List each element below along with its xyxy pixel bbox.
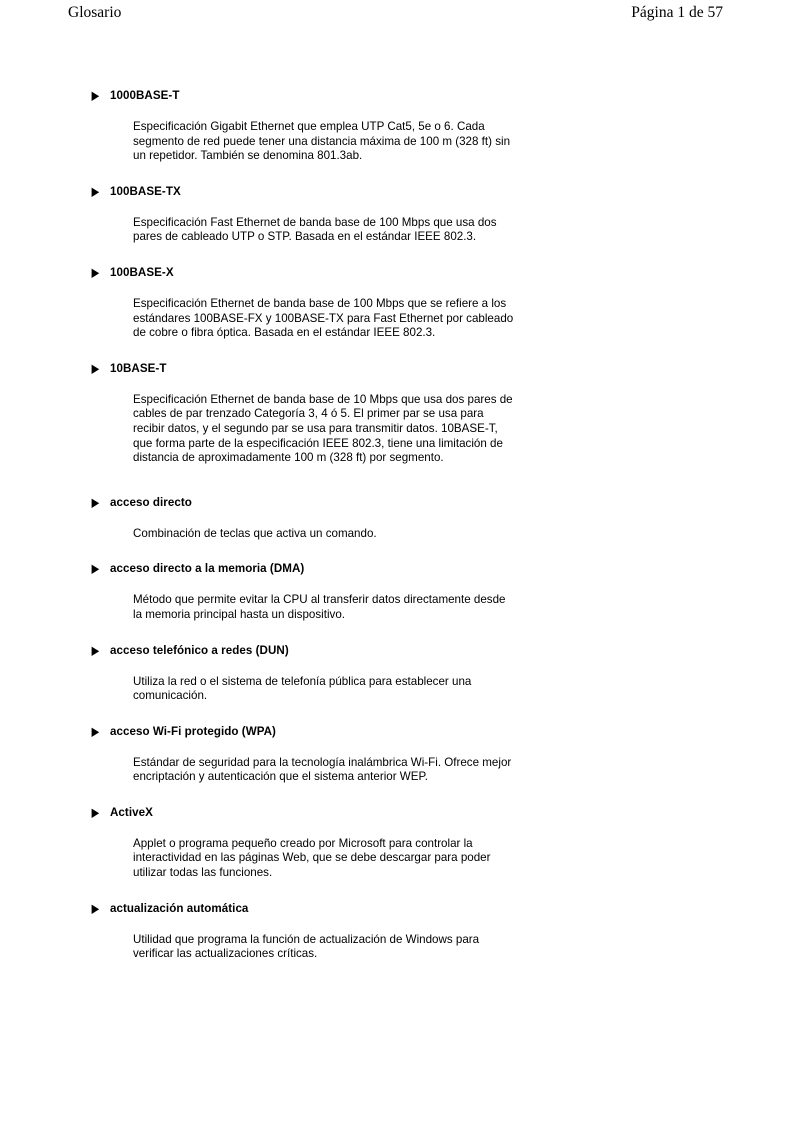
glossary-term: 100BASE-TX (110, 184, 181, 198)
glossary-entry (0, 881, 793, 962)
glossary-term-row (91, 361, 793, 376)
glossary-entry (0, 704, 793, 785)
glossary-term-row (91, 561, 793, 576)
glossary-definition: Especificación Ethernet de banda base de 100 Mbps que se refiere a los estándares 100BASE-FX y 100BASE-TX para Fast Ethernet por cableado de cobre o fibra óptica. Basada en el estándar IEEE 802.3. (133, 296, 514, 340)
triangle-right-icon (91, 646, 100, 657)
triangle-right-icon (91, 91, 100, 102)
glossary-term: acceso directo a la memoria (DMA) (110, 562, 305, 576)
glossary-term-row (91, 184, 793, 199)
glossary-entry (0, 466, 793, 542)
triangle-right-icon (91, 364, 100, 375)
triangle-right-icon (91, 727, 100, 738)
glossary-definition: Especificación Ethernet de banda base de 10 Mbps que usa dos pares de cables de par trenzado Categoría 3, 4 ó 5. El primer par se usa para recibir datos, y el segundo par se usa para transmitir datos. 10BASE-T, que forma parte de la especificación IEEE 802.3, tiene una limitación de distancia de aproximadamente 100 m (328 ft) por segmento. (133, 392, 513, 465)
glossary-definition: Especificación Gigabit Ethernet que emplea UTP Cat5, 5e o 6. Cada segmento de red puede tener una distancia máxima de 100 m (328 ft) sin un repetidor. También se denomina 801.3ab. (133, 120, 511, 163)
glossary-definition: Estándar de seguridad para la tecnología inalámbrica Wi-Fi. Ofrece mejor encriptación y autenticación que el sistema anterior WEP. (133, 755, 512, 784)
glossary-entry (0, 88, 793, 164)
glossary-entry (0, 164, 793, 245)
glossary-definition: Combinación de teclas que activa un comando. (133, 526, 377, 540)
glossary-term-row (91, 724, 793, 739)
glossary-term: acceso Wi-Fi protegido (WPA) (110, 724, 276, 738)
glossary-term-row (91, 643, 793, 658)
glossary-term: 100BASE-X (110, 265, 174, 279)
glossary-term: acceso directo (110, 495, 192, 509)
page-header (0, 0, 793, 34)
glossary-term-row (91, 805, 793, 820)
triangle-right-icon (91, 187, 100, 198)
glossary-term-row (91, 495, 793, 510)
glossary-entry (0, 245, 793, 341)
document-title: Glosario (68, 4, 122, 21)
triangle-right-icon (91, 268, 100, 279)
glossary-term: acceso telefónico a redes (DUN) (110, 643, 289, 657)
glossary-entry (0, 341, 793, 466)
triangle-right-icon (91, 808, 100, 819)
glossary-term: actualización automática (110, 901, 249, 915)
triangle-right-icon (91, 498, 100, 509)
glossary-term-row (91, 901, 793, 916)
page-number-label: Página 1 de 57 (631, 4, 723, 21)
glossary-entry (0, 785, 793, 881)
glossary-entry-list (0, 88, 793, 962)
glossary-definition: Utilidad que programa la función de actualización de Windows para verificar las actualizaciones críticas. (133, 932, 480, 961)
triangle-right-icon (91, 564, 100, 575)
glossary-definition: Método que permite evitar la CPU al transferir datos directamente desde la memoria principal hasta un dispositivo. (133, 593, 506, 621)
glossary-definition: Especificación Fast Ethernet de banda base de 100 Mbps que usa dos pares de cableado UTP o STP. Basada en el estándar IEEE 802.3. (133, 215, 497, 244)
glossary-definition: Applet o programa pequeño creado por Microsoft para controlar la interactividad en las páginas Web, que se debe descargar para poder utilizar todas las funciones. (133, 836, 491, 880)
glossary-term: ActiveX (110, 805, 153, 819)
glossary-term: 1000BASE-T (110, 89, 180, 102)
glossary-term: 10BASE-T (110, 361, 167, 375)
glossary-entry (0, 541, 793, 622)
glossary-definition: Utiliza la red o el sistema de telefonía pública para establecer una comunicación. (133, 674, 472, 703)
triangle-right-icon (91, 904, 100, 915)
glossary-term-row (91, 88, 793, 103)
glossary-entry (0, 623, 793, 704)
glossary-term-row (91, 265, 793, 280)
